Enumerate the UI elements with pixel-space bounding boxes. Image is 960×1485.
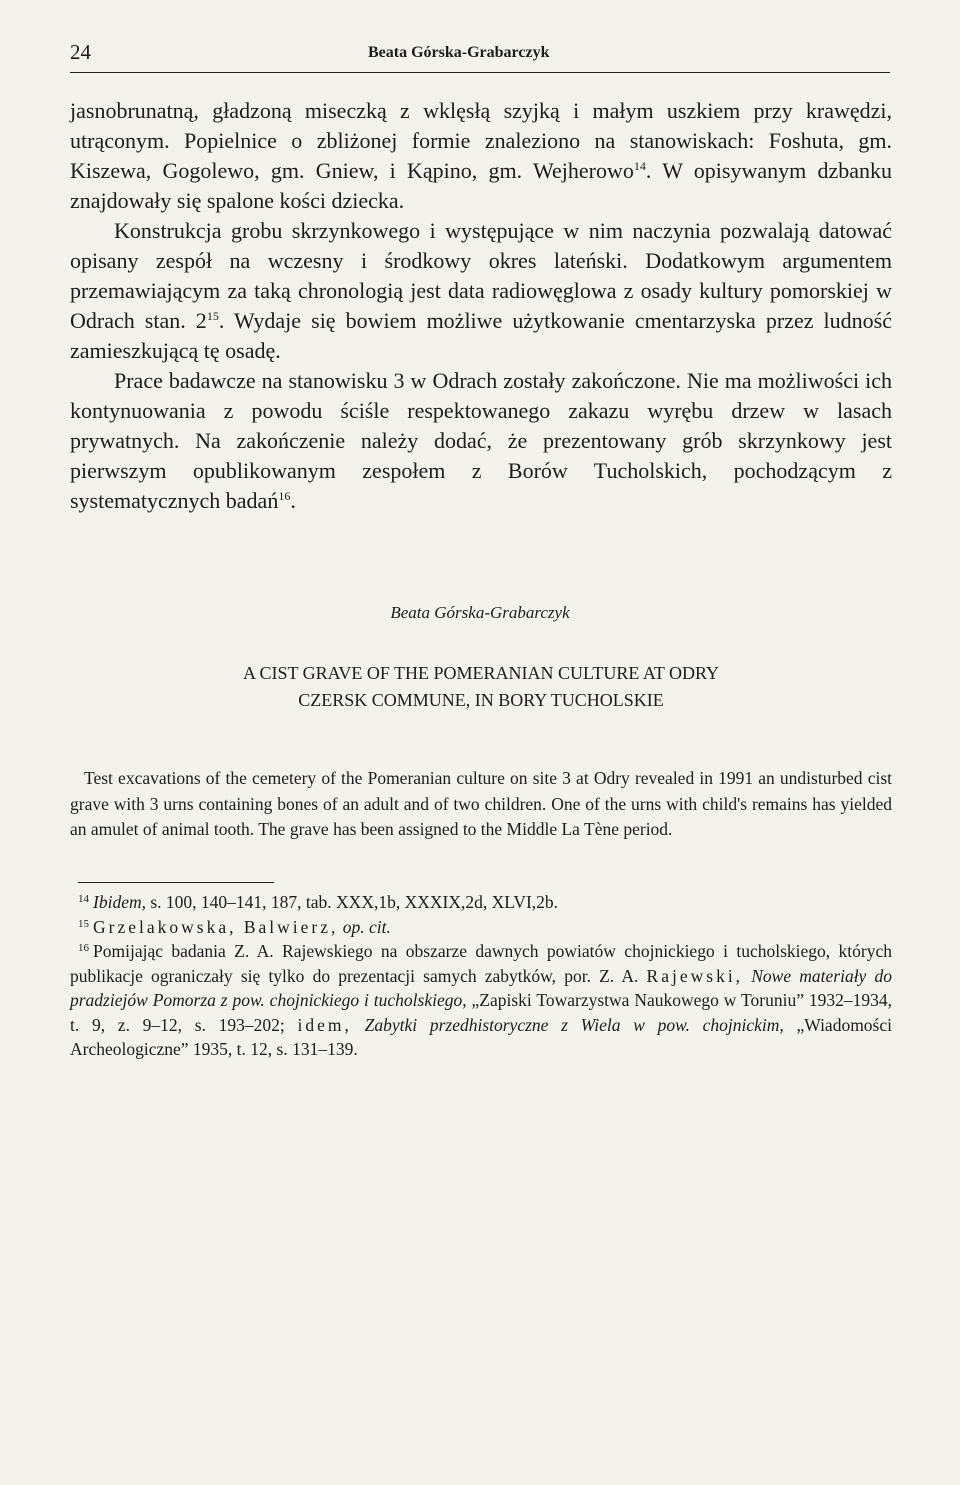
footnote-author: Grzelakowska, Balwierz, — [93, 916, 339, 937]
footnote-text: „Zapiski Towarzystwa Naukowego w Toruniu” 1932–1934, t. 9, z. 9–12, s. 193–202; — [70, 990, 892, 1035]
paragraph-3-text: Prace badawcze na stanowisku 3 w Odrach zostały zakończone. Nie ma możliwości ich kontynuowania z powodu ściśle respektowanego zakazu wyrębu drzew w lasach prywatnych. Na zakończenie należy dodać, że prezentowany grób skrzynkowy jest pierwszym opublikowanym zespołem z Borów Tucholskich, pochodzącym z systematycznych badań — [70, 368, 892, 513]
paragraph-2-text-end: . Wydaje się bowiem możliwe użytkowanie cmentarzyska przez ludność zamieszkującą tę osadę. — [70, 308, 892, 363]
footnote-text: Pomijając badania Z. A. Rajewskiego na obszarze dawnych powiatów chojnickiego i tucholskiego, których publikacje ograniczały się tylko do prezentacji samych zabytków, por. Z. A. — [70, 941, 892, 986]
footnote-ital: Zabytki przedhistoryczne z Wiela w pow. chojnickim, — [351, 1014, 784, 1035]
footnote-ital: Ibidem, — [93, 892, 146, 912]
footnote-ref-16: 16 — [278, 489, 291, 503]
summary-text: Test excavations of the cemetery of the Pomeranian culture on site 3 at Odry revealed in 1991 an undisturbed cist grave with 3 urns containing bones of an adult and of two children. One of the urns with child's remains has yielded an amulet of animal tooth. The grave has been assigned to the Middle La Tène period. — [70, 768, 892, 839]
footnote-15 — [70, 915, 892, 940]
summary-title — [70, 660, 892, 714]
footnote-ref-14: 14 — [633, 159, 646, 173]
page-header — [70, 38, 890, 73]
footnote-text: „Wiadomości Archeologiczne” 1935, t. 12, s. 131–139. — [70, 1014, 893, 1059]
footnote-author: Rajewski, — [646, 965, 744, 986]
footnote-16 — [70, 939, 892, 1062]
footnote-14 — [70, 890, 892, 915]
footnote-divider — [78, 882, 274, 883]
footnote-number: 16 — [78, 942, 89, 954]
running-head: Beata Górska-Grabarczyk — [368, 44, 550, 61]
footnotes — [70, 890, 892, 1062]
main-text — [70, 96, 892, 516]
footnote-ital: op. cit. — [338, 916, 391, 937]
paragraph-1-text: jasnobrunatną, gładzoną miseczką z wklęsłą szyjką i małym uszkiem przy krawędzi, utrąconym. Popielnice o zbliżonej formie znaleziono na stanowiskach: Foshuta, gm. Kiszewa, Gogolewo, gm. Gniew, i Kąpino, gm. Wejherowo — [70, 98, 892, 183]
page-number: 24 — [70, 40, 91, 64]
paragraph-1-text-end: . W opisywanym dzbanku znajdowały się spalone kości dziecka. — [70, 158, 893, 213]
footnote-number: 15 — [78, 917, 89, 930]
footnote-number: 14 — [78, 893, 89, 905]
paragraph-3 — [70, 366, 892, 516]
summary-author: Beata Górska-Grabarczyk — [390, 603, 570, 622]
paragraph-3-text-end: . — [290, 488, 296, 513]
footnote-author: idem, — [297, 1014, 352, 1035]
paragraph-2-text: Konstrukcja grobu skrzynkowego i występujące w nim naczynia pozwalają datować opisany zespół na wczesny i środkowy okres lateński. Dodatkowym argumentem przemawiającym za taką chronologią jest data radiowęglowa z osady kultury pomorskiej w Odrach stan. 2 — [70, 218, 892, 333]
paragraph-1 — [70, 96, 892, 216]
paragraph-2 — [70, 216, 892, 366]
summary-title-line-2: CZERSK COMMUNE, IN BORY TUCHOLSKIE — [298, 690, 664, 710]
footnote-ref-15: 15 — [206, 309, 219, 323]
summary-title-line-1: A CIST GRAVE OF THE POMERANIAN CULTURE AT ODRY — [242, 663, 720, 683]
footnote-ital: Nowe materiały do pradziejów Pomorza z pow. chojnickiego i tucholskiego, — [70, 965, 892, 1010]
footnote-text: s. 100, 140–141, 187, tab. XXX,1b, XXXIX,2d, XLVI,2b. — [145, 892, 559, 912]
